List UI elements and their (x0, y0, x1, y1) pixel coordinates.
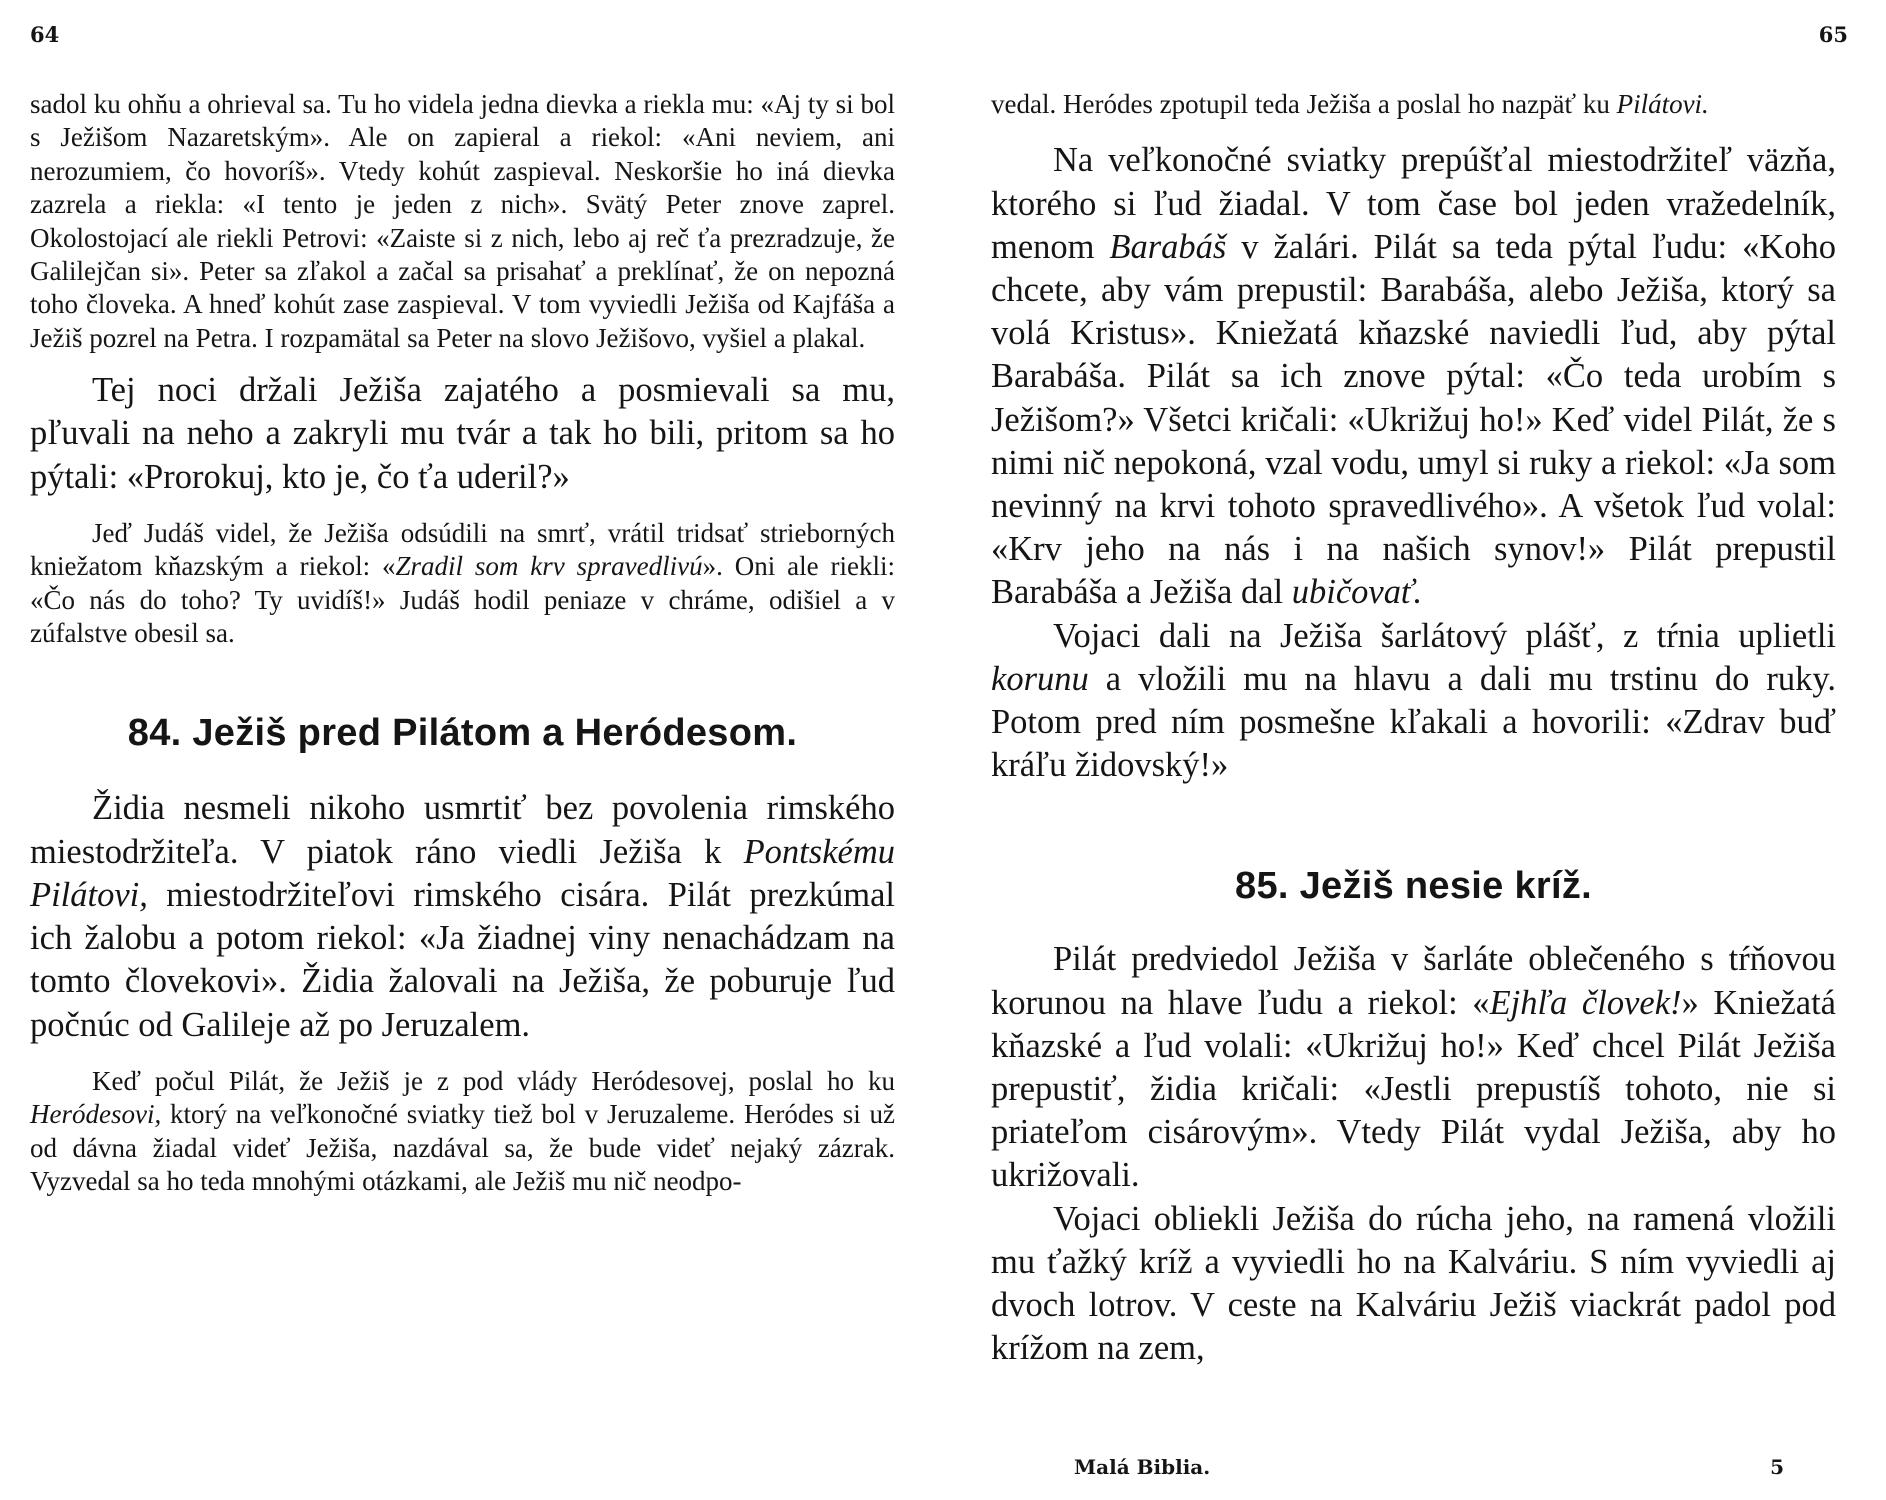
paragraph: Tej noci držali Ježiša zajatého a posmievali sa mu, pľuvali na neho a zakryli mu tvár a tak ho bili, pritom sa ho pýtali: «Prorokuj, kto je, čo ťa uderil?» (30, 371, 895, 496)
right-page (943, 0, 1886, 1500)
paragraph: vedal. Heródes zpotupil teda Ježiša a poslal ho nazpäť ku Pilátovi. (991, 89, 1709, 119)
paragraph: Pilát predviedol Ježiša v šarláte oblečeného s tŕňovou korunou na hlave ľudu a riekol: «Ejhľa človek!» Kniežatá kňazské a ľud volali: «Ukrižuj ho!» Keď chcel Pilát Ježiša prepustiť, židia kričali: «Jestli prepustíš tohoto, nie si priateľom cisárovým». Vtedy Pilát vydal Ježiša, aby ho ukrižovali. (991, 940, 1836, 1195)
page-number: 64 (30, 22, 60, 47)
italic-name: Pontskému Pilátovi, (30, 832, 895, 914)
paragraph: Vojaci dali na Ježiša šarlátový plášť, z tŕnia uplietli korunu a vložili mu na hlavu a dali mu trstinu do ruky. Potom pred ním posmešne kľakali a hovorili: «Zdrav buď kráľu židovský!» (991, 616, 1836, 785)
paragraph: Keď počul Pilát, že Ježiš je z pod vlády Heródesovej, poslal ho ku Heródesovi, ktorý na veľkonočné sviatky tiež bol v Jeruzaleme. Heródes si už od dávna žiadal videť Ježiša, nazdával sa, že bude videť nejaký zázrak. Vyzvedal sa ho teda mnohými otázkami, ale Ježiš mu nič neodpo- (30, 1065, 895, 1196)
page-number: 65 (1818, 22, 1848, 47)
paragraph: Židia nesmeli nikoho usmrtiť bez povolenia rimského miestodržiteľa. V piatok ráno viedli Ježiša k Pontskému Pilátovi, miestodržiteľovi rimského cisára. Pilát prezkúmal ich žalobu a potom riekol: «Ja žiadnej viny nenachádzam na tomto človekovi». Židia žalovali na Ježiša, že poburuje ľud počnúc od Galileje až po Jeruzalem. (30, 789, 895, 1044)
italic-quote: Zradil som krv spravedlivú (395, 551, 703, 582)
book-title-signature: Malá Biblia. (1074, 1455, 1211, 1479)
section-heading: 84. Ježiš pred Pilátom a Heródesom. (127, 712, 798, 755)
italic-word: ubičovať. (1291, 573, 1423, 612)
paragraph: Jeď Judáš videl, že Ježiša odsúdili na smrť, vrátil tridsať strieborných kniežatom kňazským a riekol: «Zradil som krv spravedlivú». Oni ale riekli: «Čo nás do toho? Ty uvidíš!» Judáš hodil peniaze v chráme, odišiel a v zúfalstve obesil sa. (30, 517, 895, 649)
paragraph: sadol ku ohňu a ohrieval sa. Tu ho videla jedna dievka a riekla mu: «Aj ty si bol s Ježišom Nazaretským». Ale on zapieral a riekol: «Ani neviem, ani nerozumiem, čo hovoríš». Vtedy kohút zaspieval. Neskoršie ho iná dievka zazrela a riekla: «I tento je jeden z nich». Svätý Peter znove zaprel. Okolostojací ale riekli Petrovi: «Zaiste si z nich, lebo aj reč ťa prezradzuje, že Galilejčan si». Peter sa zľakol a začal sa prisahať a preklínať, že on nepozná toho človeka. A hneď kohút zase zaspieval. V tom vyviedli Ježiša od Kajfáša a Ježiš pozrel na Petra. I rozpamätal sa Peter na slovo Ježišovo, vyšiel a plakal. (30, 89, 895, 353)
italic-name: Heródesovi, (30, 1099, 162, 1130)
paragraph: Na veľkonočné sviatky prepúšťal miestodržiteľ väzňa, ktorého si ľud žiadal. V tom čase bol jeden vražedelník, menom Barabáš v žalári. Pilát sa teda pýtal ľudu: «Koho chcete, aby vám prepustil: Barabáša, alebo Ježiša, ktorý sa volá Kristus». Kniežatá kňazské naviedli ľud, aby pýtal Barabáša. Pilát sa ich znove pýtal: «Čo teda urobím s Ježišom?» Všetci kričali: «Ukrižuj ho!» Keď videl Pilát, že s nimi nič nepokoná, vzal vodu, umyl si ruky a riekol: «Ja som nevinný na krvi tohoto spravedlivého». A všetok ľud volal: «Krv jeho na nás i na našich synov!» Pilát prepustil Barabáša a Ježiša dal ubičovať. (991, 141, 1836, 612)
italic-quote: Ejhľa človek! (1489, 983, 1682, 1022)
italic-name: Pilátovi. (1616, 89, 1709, 119)
italic-name: Barabáš (1109, 227, 1227, 266)
paragraph: Vojaci obliekli Ježiša do rúcha jeho, na ramená vložili mu ťažký kríž a vyviedli ho na Kalváriu. S ním vyviedli aj dvoch lotrov. V ceste na Kalváriu Ježiš viackrát padol pod krížom na zem, (991, 1199, 1836, 1368)
italic-word: korunu (991, 659, 1089, 698)
signature-number: 5 (1770, 1455, 1784, 1479)
section-heading: 85. Ježiš nesie kríž. (1235, 865, 1592, 908)
